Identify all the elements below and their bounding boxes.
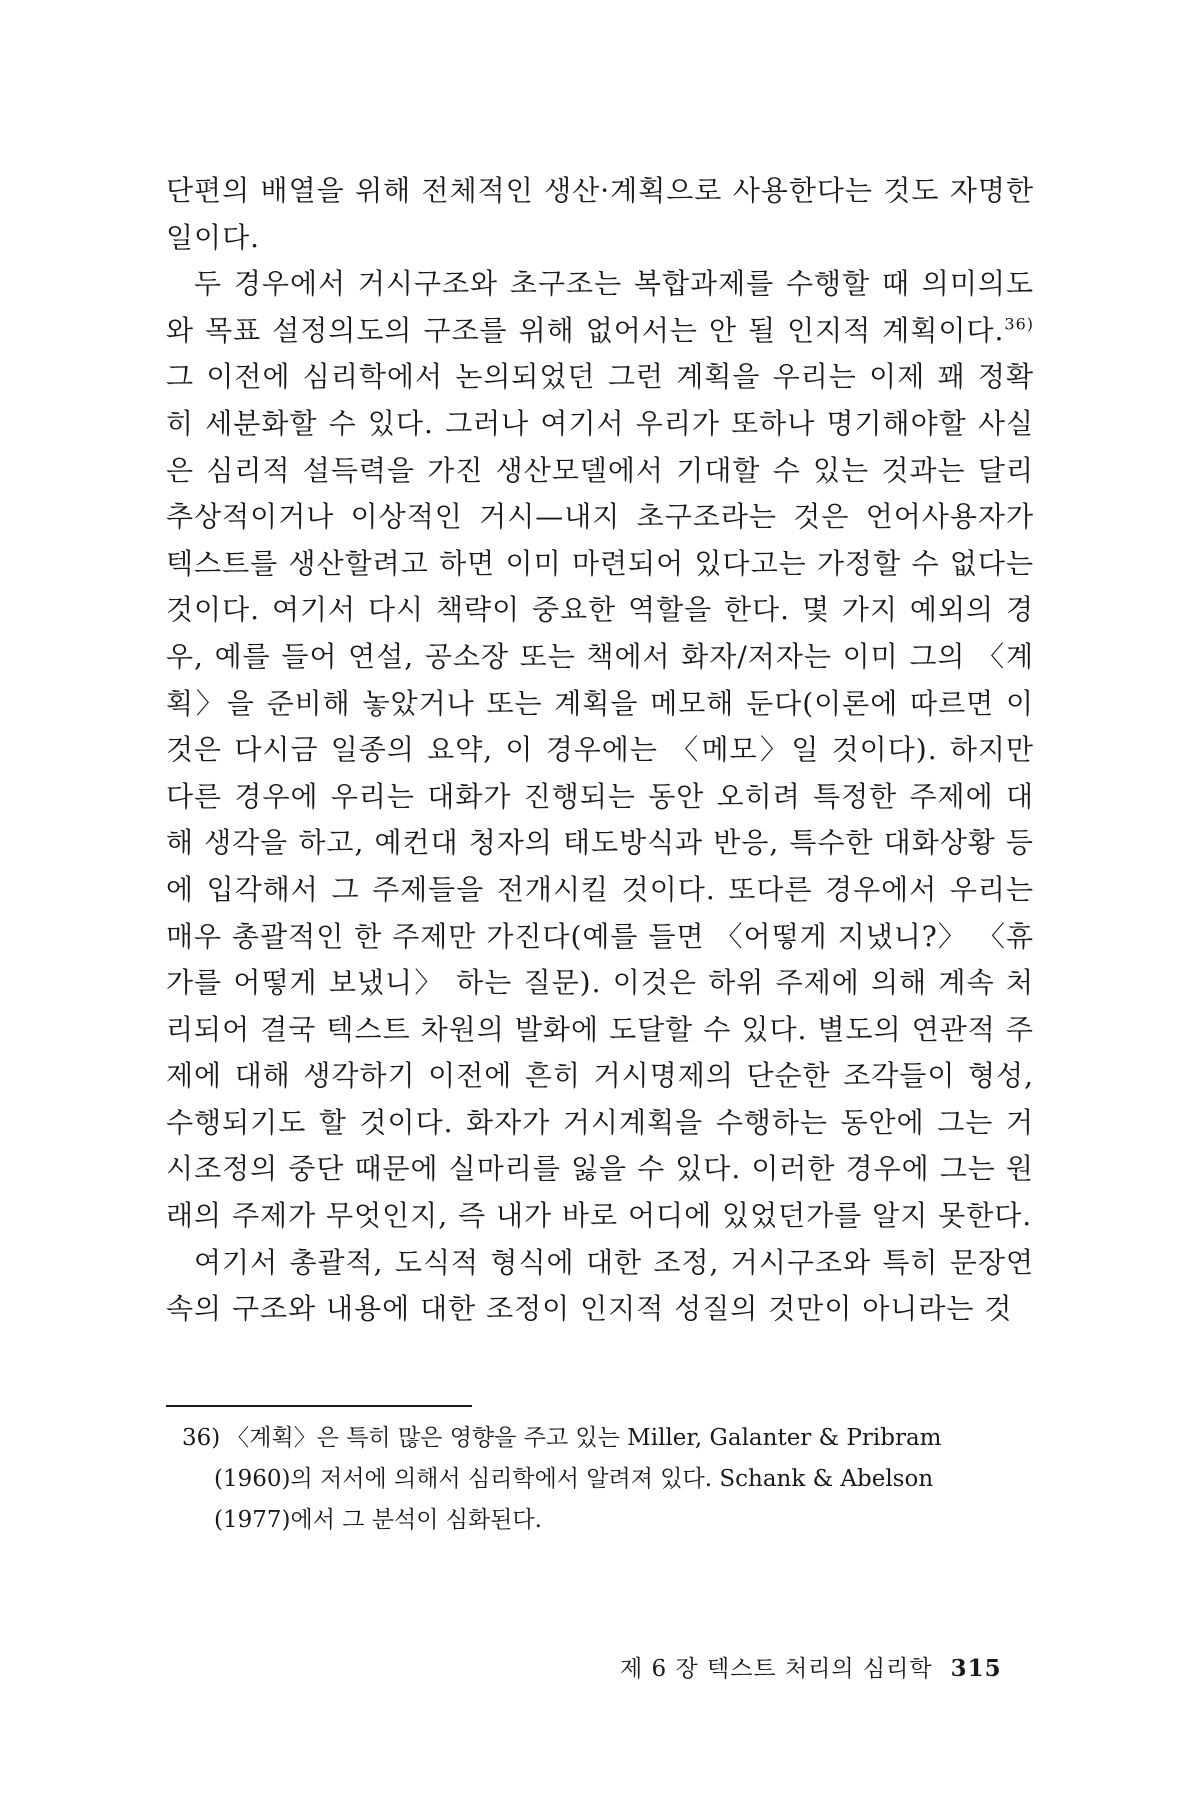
footnote-number: 36)	[182, 1425, 221, 1451]
paragraph-3: 여기서 총괄적, 도식적 형식에 대한 조정, 거시구조와 특히 문장연속의 구조와 내용에 대한 조정이 인지적 성질의 것만이 아니라는 것	[166, 1245, 1034, 1326]
paragraph-1: 단편의 배열을 위해 전체적인 생산·계획으로 사용한다는 것도 자명한 일이다.	[166, 174, 1034, 254]
footnote-line-1: 〈계획〉은 특히 많은 영향을 주고 있는 Miller, Galanter & Pribram	[226, 1425, 942, 1451]
paragraph-2-part-b: 그 이전에 심리학에서 논의되었던 그런 계획을 우리는 이제 꽤 정확히 세분화할 수 있다. 그러나 여기서 우리가 또하나 명기해야할 사실은 심리적 설득력을 가진 생산모델에서 기대할 수 있는 것과는 달리 추상적이거나 이상적인 거시—내지 초구조라는 것은 언어사용자가 텍스트를 생산할려고 하면 이미 마련되어 있다고는 가정할 수 없다는 것이다. 여기서 다시 책략이 중요한 역할을 한다. 몇 가지 예외의 경우, 예를 들어 연설, 공소장 또는 책에서 화자/저자는 이미 그의 〈계획〉을 준비해 놓았거나 또는 계획을 메모해 둔다(이론에 따르면 이것은 다시금 일종의 요약, 이 경우에는 〈메모〉일 것이다). 하지만 다른 경우에 우리는 대화가 진행되는 동안 오히려 특정한 주제에 대해 생각을 하고, 예컨대 청자의 태도방식과 반응, 특수한 대화상황 등에 입각해서 그 주제들을 전개시킬 것이다. 또다른 경우에서 우리는 매우 총괄적인 한 주제만 가진다(예를 들면 〈어떻게 지냈니?〉 〈휴가를 어떻게 보냈니〉 하는 질문). 이것은 하위 주제에 의해 계속 처리되어 결국 텍스트 차원의 발화에 도달할 수 있다. 별도의 연관적 주제에 대해 생각하기 이전에 흔히 거시명제의 단순한 조각들이 형성, 수행되기도 할 것이다. 화자가 거시계획을 수행하는 동안에 그는 거시조정의 중단 때문에 실마리를 잃을 수 있다. 이러한 경우에 그는 원래의 주제가 무엇인지, 즉 내가 바로 어디에 있었던가를 알지 못한다.	[166, 360, 1034, 1233]
footnote-line-2: (1960)의 저서에 의해서 심리학에서 알려져 있다. Schank & Abelson	[214, 1466, 934, 1492]
footnote	[182, 1418, 1034, 1541]
footnote-line-3: (1977)에서 그 분석이 심화된다.	[214, 1507, 542, 1533]
page-number: 315	[950, 1655, 1002, 1682]
running-footer	[620, 1650, 1002, 1683]
paragraph-2-part-a: 두 경우에서 거시구조와 초구조는 복합과제를 수행할 때 의미의도와 목표 설정의도의 구조를 위해 없어서는 안 될 인지적 계획이다.	[166, 267, 1034, 347]
paragraph-2	[166, 261, 1034, 1239]
footnote-divider	[166, 1405, 472, 1407]
chapter-title: 제 6 장 텍스트 처리의 심리학	[620, 1656, 933, 1682]
footnote-reference: 36)	[1004, 314, 1034, 334]
body-text	[166, 168, 1034, 1333]
